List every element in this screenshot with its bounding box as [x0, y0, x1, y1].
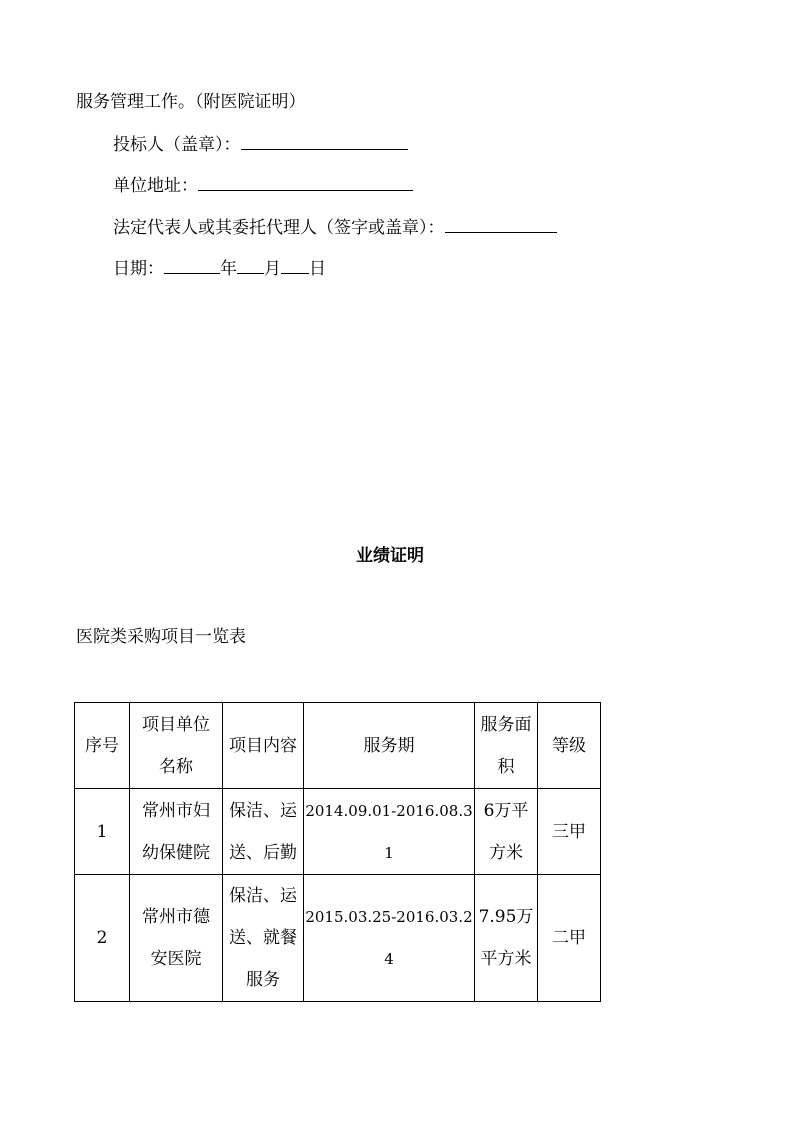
- date-line: [113, 257, 326, 280]
- cell-index: 1: [75, 789, 130, 875]
- cell-service-period: 2014.09.01-2016.08.31: [304, 789, 475, 875]
- bidder-line: [113, 133, 408, 156]
- header-unit-name: 项目单位名称: [130, 703, 223, 789]
- table-row: [75, 789, 601, 875]
- section-title: 业绩证明: [356, 546, 424, 566]
- header-index: 序号: [75, 703, 130, 789]
- continuation-text: 服务管理工作。（附医院证明）: [76, 92, 306, 112]
- cell-unit-name: 常州市德安医院: [130, 875, 223, 1002]
- date-label: 日期：: [113, 259, 164, 279]
- cell-service-area: 7.95万平方米: [475, 875, 538, 1002]
- bidder-label: 投标人（盖章）：: [113, 135, 241, 155]
- cell-content: 保洁、运送、后勤: [223, 789, 304, 875]
- header-grade: 等级: [538, 703, 601, 789]
- representative-label: 法定代表人或其委托代理人（签字或盖章）：: [113, 218, 445, 238]
- month-blank[interactable]: [237, 257, 264, 274]
- representative-blank[interactable]: [445, 216, 557, 233]
- day-blank[interactable]: [281, 257, 309, 274]
- header-content: 项目内容: [223, 703, 304, 789]
- header-service-area: 服务面积: [475, 703, 538, 789]
- bidder-blank[interactable]: [241, 133, 408, 150]
- cell-service-period: 2015.03.25-2016.03.24: [304, 875, 475, 1002]
- table-row: [75, 875, 601, 1002]
- cell-grade: 二甲: [538, 875, 601, 1002]
- year-blank[interactable]: [164, 257, 220, 274]
- cell-index: 2: [75, 875, 130, 1002]
- table-caption: 医院类采购项目一览表: [76, 627, 246, 647]
- day-label: 日: [309, 259, 326, 279]
- header-service-period: 服务期: [304, 703, 475, 789]
- cell-content: 保洁、运送、就餐服务: [223, 875, 304, 1002]
- address-label: 单位地址：: [113, 176, 198, 196]
- representative-line: [113, 216, 557, 239]
- address-blank[interactable]: [198, 174, 413, 191]
- cell-service-area: 6万平方米: [475, 789, 538, 875]
- cell-unit-name: 常州市妇幼保健院: [130, 789, 223, 875]
- table-header-row: [75, 703, 601, 789]
- address-line: [113, 174, 413, 197]
- performance-table: [74, 702, 601, 1002]
- month-label: 月: [264, 259, 281, 279]
- cell-grade: 三甲: [538, 789, 601, 875]
- year-label: 年: [220, 259, 237, 279]
